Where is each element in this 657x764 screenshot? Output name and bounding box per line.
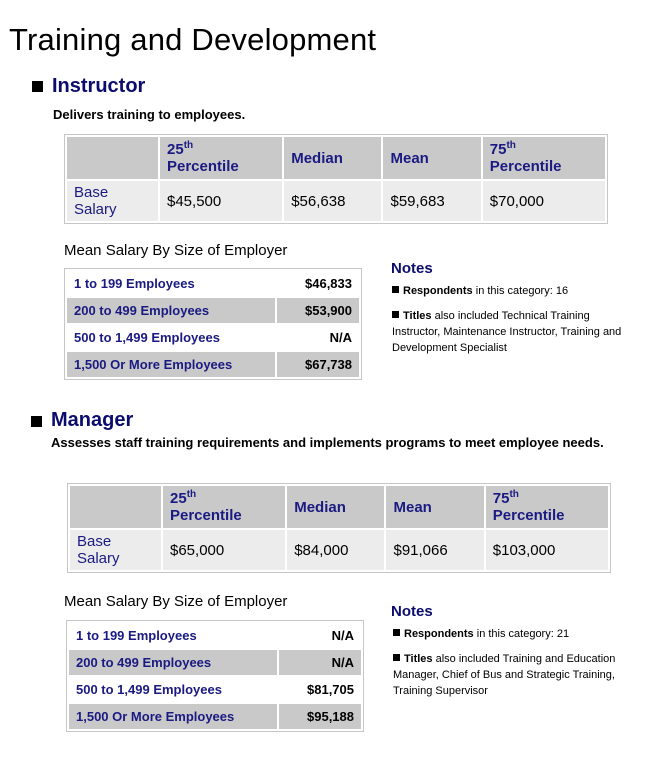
employer-row-value: $81,705 bbox=[279, 677, 361, 702]
employer-row-label: 1 to 199 Employees bbox=[67, 271, 275, 296]
note-bullet-icon bbox=[393, 629, 400, 636]
employer-row-label: 1 to 199 Employees bbox=[69, 623, 277, 648]
notes-title: Notes bbox=[391, 260, 433, 277]
base-salary-mean: $59,683 bbox=[383, 181, 480, 221]
header-p75-suffix: th bbox=[506, 140, 516, 151]
employer-size-title: Mean Salary By Size of Employer bbox=[64, 242, 288, 259]
employer-size-title: Mean Salary By Size of Employer bbox=[64, 593, 288, 610]
salary-header-p25 bbox=[160, 137, 282, 179]
note-bullet-icon bbox=[393, 654, 400, 661]
note-respondents-label: Respondents bbox=[403, 285, 473, 297]
note-bullet-icon bbox=[392, 311, 399, 318]
note-respondents bbox=[393, 626, 629, 642]
section-description-instructor: Delivers training to employees. bbox=[53, 107, 246, 122]
employer-row-value: N/A bbox=[279, 623, 361, 648]
salary-table-instructor bbox=[64, 134, 608, 224]
employer-row bbox=[67, 325, 359, 350]
employer-row-label: 500 to 1,499 Employees bbox=[69, 677, 277, 702]
row-label-line-2: Salary bbox=[77, 550, 120, 567]
page-title: Training and Development bbox=[9, 22, 377, 57]
salary-header-p75 bbox=[486, 486, 608, 528]
header-p75-label: Percentile bbox=[492, 507, 565, 524]
salary-table-row-base bbox=[70, 530, 608, 570]
employer-row-label: 500 to 1,499 Employees bbox=[67, 325, 275, 350]
employer-row-value: $46,833 bbox=[277, 271, 359, 296]
row-label-line-2: Salary bbox=[74, 201, 117, 218]
salary-table-manager bbox=[67, 483, 611, 573]
employer-row bbox=[69, 623, 361, 648]
note-titles-text: also included Training and Education Manager, Chief of Bus and Strategic Training, Training Supervisor bbox=[393, 653, 616, 697]
employer-size-table-manager bbox=[66, 620, 364, 732]
employer-row-value: N/A bbox=[279, 650, 361, 675]
employer-row bbox=[67, 298, 359, 323]
row-label-line-1: Base bbox=[74, 184, 109, 201]
note-respondents-label: Respondents bbox=[404, 628, 474, 640]
employer-row bbox=[69, 704, 361, 729]
employer-row-value: N/A bbox=[277, 325, 359, 350]
salary-header-mean: Mean bbox=[383, 137, 480, 179]
header-p25-suffix: th bbox=[183, 140, 194, 151]
header-p25-number: 25 bbox=[170, 490, 187, 507]
base-salary-mean: $91,066 bbox=[386, 530, 483, 570]
section-bullet-icon bbox=[31, 416, 42, 427]
employer-size-table-instructor bbox=[64, 268, 362, 380]
row-label-base-salary bbox=[70, 530, 161, 570]
row-label-line-1: Base bbox=[77, 533, 112, 550]
row-label-base-salary bbox=[67, 181, 158, 221]
salary-header-empty bbox=[67, 137, 158, 179]
note-titles bbox=[393, 651, 629, 699]
base-salary-p25: $65,000 bbox=[163, 530, 285, 570]
note-titles-text: also included Technical Training Instructor, Maintenance Instructor, Training and Development Specialist bbox=[392, 310, 622, 354]
employer-row bbox=[69, 677, 361, 702]
section-bullet-icon bbox=[32, 81, 43, 92]
employer-row-value: $67,738 bbox=[277, 352, 359, 377]
note-respondents-text: in this category: 21 bbox=[473, 628, 570, 640]
salary-header-median: Median bbox=[284, 137, 381, 179]
header-p75-label: Percentile bbox=[489, 158, 562, 175]
employer-row bbox=[69, 650, 361, 675]
header-p25-label: Percentile bbox=[167, 158, 239, 175]
base-salary-p25: $45,500 bbox=[160, 181, 282, 221]
salary-header-mean: Mean bbox=[386, 486, 483, 528]
employer-row-label: 200 to 499 Employees bbox=[67, 298, 275, 323]
salary-table-row-base bbox=[67, 181, 605, 221]
section-description-manager: Assesses staff training requirements and implements programs to meet employee needs. bbox=[51, 435, 604, 450]
notes-title: Notes bbox=[391, 603, 433, 620]
salary-table-header-row bbox=[67, 137, 605, 179]
header-p25-number: 25 bbox=[167, 141, 184, 158]
header-p75-number: 75 bbox=[489, 141, 507, 158]
note-respondents bbox=[392, 283, 628, 299]
employer-row-label: 1,500 Or More Employees bbox=[69, 704, 277, 729]
employer-row bbox=[67, 271, 359, 296]
header-p25-suffix: th bbox=[186, 489, 197, 500]
employer-row-label: 200 to 499 Employees bbox=[69, 650, 277, 675]
note-bullet-icon bbox=[392, 286, 399, 293]
header-p75-number: 75 bbox=[492, 490, 510, 507]
salary-header-median: Median bbox=[287, 486, 384, 528]
base-salary-median: $84,000 bbox=[287, 530, 384, 570]
employer-row-value: $53,900 bbox=[277, 298, 359, 323]
section-title-instructor: Instructor bbox=[52, 75, 146, 97]
employer-row-label: 1,500 Or More Employees bbox=[67, 352, 275, 377]
employer-row bbox=[67, 352, 359, 377]
salary-header-empty bbox=[70, 486, 161, 528]
note-titles-label: Titles bbox=[403, 310, 432, 322]
note-respondents-text: in this category: 16 bbox=[472, 285, 569, 297]
salary-header-p75 bbox=[483, 137, 605, 179]
salary-table-header-row bbox=[70, 486, 608, 528]
note-titles bbox=[392, 308, 628, 356]
base-salary-p75: $103,000 bbox=[486, 530, 608, 570]
note-titles-label: Titles bbox=[404, 653, 433, 665]
employer-row-value: $95,188 bbox=[279, 704, 361, 729]
salary-header-p25 bbox=[163, 486, 285, 528]
base-salary-p75: $70,000 bbox=[483, 181, 605, 221]
header-p75-suffix: th bbox=[509, 489, 519, 500]
base-salary-median: $56,638 bbox=[284, 181, 381, 221]
section-title-manager: Manager bbox=[51, 409, 134, 431]
header-p25-label: Percentile bbox=[170, 507, 242, 524]
